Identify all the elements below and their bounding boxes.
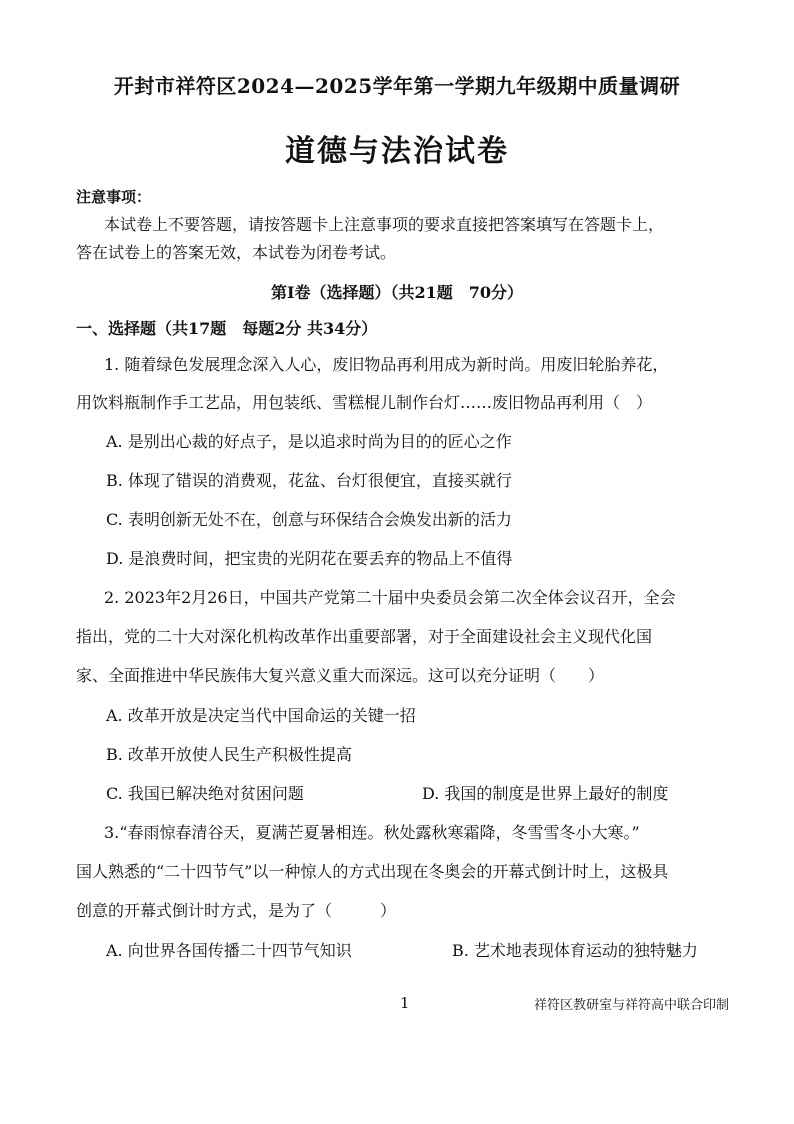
question-3-line-3: 创意的开幕式倒计时方式，是为了（ ） bbox=[76, 901, 397, 920]
section-title: 第Ⅰ卷（选择题）（共21题 70分） bbox=[270, 283, 524, 302]
question-2-line-2: 指出，党的二十大对深化机构改革作出重要部署，对于全面建设社会主义现代化国 bbox=[76, 627, 653, 646]
question-3-line-1: 3.“春雨惊春清谷天，夏满芒夏暑相连。秋处露秋寒霜降，冬雪雪冬小大寒。” bbox=[104, 823, 640, 842]
question-2-line-1: 2. 2023年2月26日，中国共产党第二十届中央委员会第二次全体会议召开，全会 bbox=[104, 588, 676, 607]
question-3-option-b: B. 艺术地表现体育运动的独特魅力 bbox=[452, 941, 698, 960]
question-1-line-2: 用饮料瓶制作手工艺品，用包装纸、雪糕棍儿制作台灯……废旧物品再利用（ ） bbox=[76, 393, 653, 412]
question-2-option-c: C. 我国已解决绝对贫困问题 bbox=[106, 784, 304, 803]
question-1-option-d: D. 是浪费时间，把宝贵的光阴花在要丢弃的物品上不值得 bbox=[106, 549, 513, 568]
exam-subtitle: 道德与法治试卷 bbox=[285, 134, 509, 169]
question-1-option-b: B. 体现了错误的消费观，花盆、台灯很便宜，直接买就行 bbox=[106, 471, 512, 490]
question-1-line-1: 1. 随着绿色发展理念深入人心，废旧物品再利用成为新时尚。用废旧轮胎养花， bbox=[104, 355, 669, 374]
notice-heading: 注意事项： bbox=[76, 188, 152, 206]
question-2-line-3: 家、全面推进中华民族伟大复兴意义重大而深远。这可以充分证明（ ） bbox=[76, 666, 605, 685]
notice-line-2: 答在试卷上的答案无效，本试卷为闭卷考试。 bbox=[76, 243, 397, 262]
question-1-option-c: C. 表明创新无处不在，创意与环保结合会焕发出新的活力 bbox=[106, 510, 512, 529]
question-3-option-a: A. 向世界各国传播二十四节气知识 bbox=[106, 941, 352, 960]
question-3-line-2: 国人熟悉的“二十四节气”以一种惊人的方式出现在冬奥会的开幕式倒计时上，这极具 bbox=[76, 862, 669, 881]
page-number: 1 bbox=[400, 994, 410, 1012]
question-2-option-b: B. 改革开放使人民生产积极性提高 bbox=[106, 745, 352, 764]
question-1-option-a: A. 是别出心裁的好点子，是以追求时尚为目的的匠心之作 bbox=[106, 432, 512, 451]
notice-line-1: 本试卷上不要答题，请按答题卡上注意事项的要求直接把答案填写在答题卡上， bbox=[104, 215, 665, 234]
exam-title: 开封市祥符区2024—2025学年第一学期九年级期中质量调研 bbox=[113, 74, 681, 98]
question-2-option-d: D. 我国的制度是世界上最好的制度 bbox=[422, 784, 669, 803]
part-heading: 一、选择题（共17题 每题2分 共34分） bbox=[76, 319, 378, 338]
question-2-option-a: A. 改革开放是决定当代中国命运的关键一招 bbox=[106, 706, 416, 725]
printer-credit: 祥符区教研室与祥符高中联合印制 bbox=[534, 998, 730, 1013]
